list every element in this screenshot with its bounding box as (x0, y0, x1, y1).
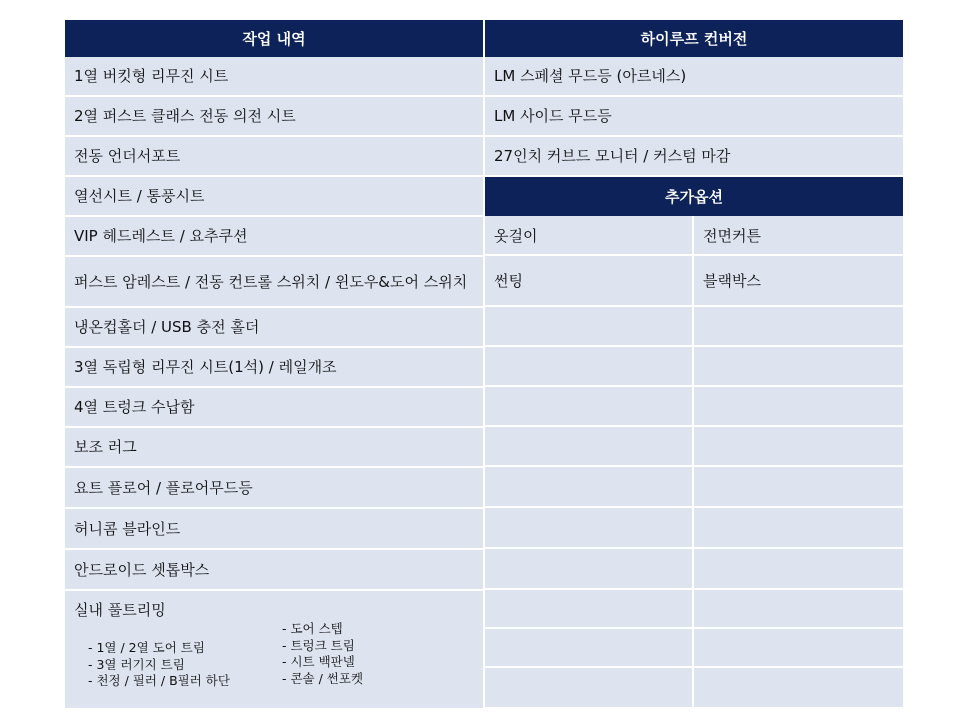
highroof-item: LM 사이드 무드등 (485, 97, 903, 137)
options-header: 추가옵션 (485, 177, 903, 216)
interior-trim-item (65, 591, 483, 708)
trim-list-right: - 도어 스텝 - 트렁크 트림 - 시트 백판넬 - 콘솔 / 썬포켓 (282, 621, 364, 686)
option-row-empty (485, 307, 903, 347)
work-item: 냉온컵홀더 / USB 충전 홀더 (65, 308, 483, 348)
option-row (485, 216, 903, 256)
work-item: 4열 트렁크 수납함 (65, 388, 483, 428)
work-item: 보조 러그 (65, 428, 483, 468)
option-row-empty (485, 590, 903, 629)
option-row (485, 256, 903, 307)
option-row-empty (485, 387, 903, 427)
work-item: VIP 헤드레스트 / 요추쿠션 (65, 217, 483, 257)
option-cell: 옷걸이 (485, 216, 694, 254)
interior-trim-title: 실내 풀트리밍 (74, 601, 166, 619)
option-row-empty (485, 347, 903, 387)
work-list-column (65, 20, 483, 708)
work-item: 안드로이드 셋톱박스 (65, 550, 483, 591)
highroof-column (485, 20, 903, 707)
work-item: 전동 언더서포트 (65, 137, 483, 177)
trim-list-left: - 1열 / 2열 도어 트림 - 3열 러기지 트림 - 천정 / 필러 / B필러 하단 (88, 640, 230, 688)
work-item: 요트 플로어 / 플로어무드등 (65, 468, 483, 509)
option-row-empty (485, 549, 903, 590)
option-row-empty (485, 508, 903, 549)
option-row-empty (485, 427, 903, 467)
work-item: 1열 버킷형 리무진 시트 (65, 57, 483, 97)
highroof-header: 하이루프 컨버전 (485, 20, 903, 57)
option-cell: 전면커튼 (694, 216, 903, 254)
option-row-empty (485, 629, 903, 668)
work-item: 열선시트 / 통풍시트 (65, 177, 483, 217)
work-item: 2열 퍼스트 클래스 전동 의전 시트 (65, 97, 483, 137)
work-item: 3열 독립형 리무진 시트(1석) / 레일개조 (65, 348, 483, 388)
work-item: 허니콤 블라인드 (65, 509, 483, 550)
highroof-item: 27인치 커브드 모니터 / 커스텀 마감 (485, 137, 903, 177)
highroof-item: LM 스페셜 무드등 (아르네스) (485, 57, 903, 97)
work-item: 퍼스트 암레스트 / 전동 컨트롤 스위치 / 윈도우&도어 스위치 (65, 257, 483, 308)
work-list-header: 작업 내역 (65, 20, 483, 57)
option-cell: 블랙박스 (694, 256, 903, 305)
option-row-empty (485, 668, 903, 707)
work-details-panel (65, 20, 903, 708)
option-cell: 썬팅 (485, 256, 694, 305)
option-row-empty (485, 467, 903, 508)
